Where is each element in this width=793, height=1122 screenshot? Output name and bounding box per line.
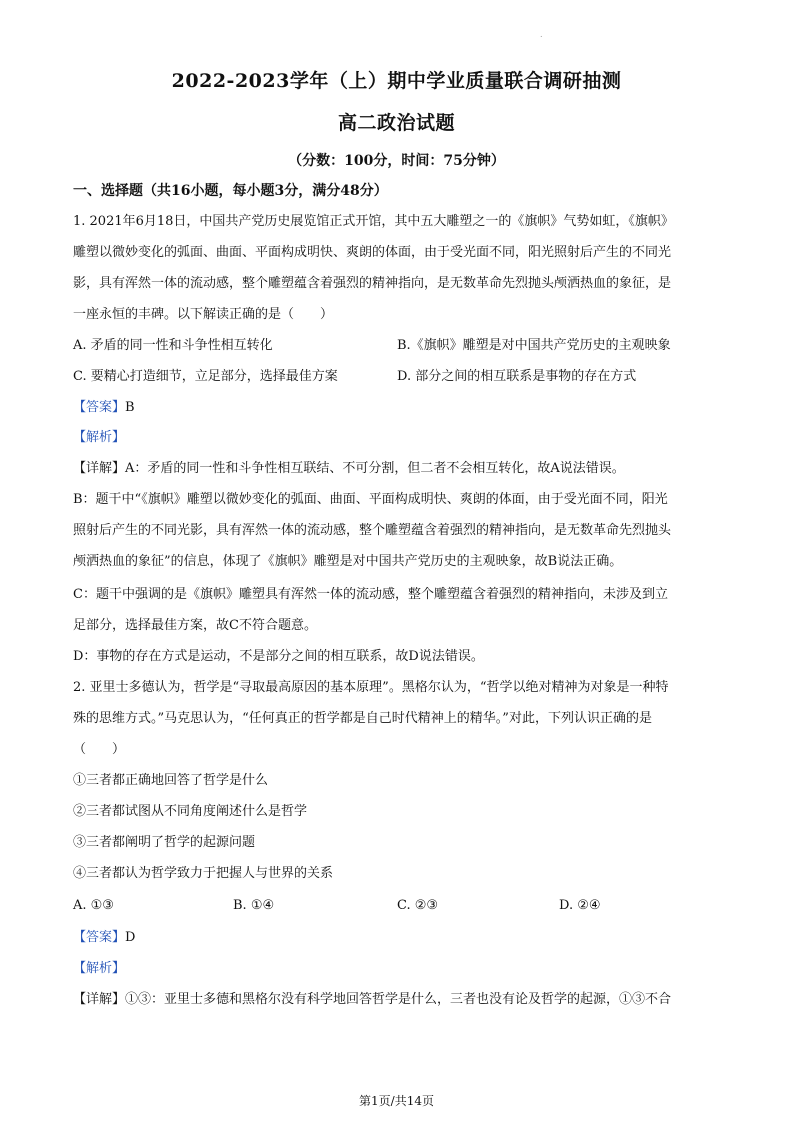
q1-detail-line: 颅洒热血的象征”的信息，体现了《旗帜》雕塑是对中国共产党历史的主观映象，故B说法正确。 — [73, 554, 623, 569]
q1-stem-line: 影，具有浑然一体的流动感，整个雕塑蕴含着强烈的精神指向，是无数革命先烈抛头颅洒热血的象征，是 — [73, 276, 672, 291]
q2-item: ④三者都认为哲学致力于把握人与世界的关系 — [73, 866, 334, 881]
score-time-info: （分数：100分，时间：75分钟） — [288, 153, 505, 169]
q2-analysis — [73, 960, 733, 978]
q1-detail-line: 足部分，选择最佳方案，故C不符合题意。 — [73, 618, 317, 633]
q2-option-d: D. ②④ — [559, 898, 601, 913]
q2-answer — [73, 929, 733, 947]
analysis-tag: 【解析】 — [73, 430, 126, 445]
q1-option-d: D. 部分之间的相互联系是事物的存在方式 — [397, 369, 637, 384]
section-heading: 一、选择题（共16小题，每小题3分，满分48分） — [73, 183, 388, 199]
q1-stem-line: 一座永恒的丰碑。以下解读正确的是（ ） — [73, 307, 334, 322]
q1-option-b: B.《旗帜》雕塑是对中国共产党历史的主观映象 — [397, 338, 671, 353]
exam-title: 2022-2023学年（上）期中学业质量联合调研抽测 — [171, 70, 622, 92]
detail-text: A：矛盾的同一性和斗争性相互联结、不可分割，但二者不会相互转化，故A说法错误。 — [125, 461, 625, 476]
q1-detail-line: B：题干中“《旗帜》雕塑以微妙变化的弧面、曲面、平面构成明快、爽朗的体面，由于受光面不同，阳光 — [73, 492, 668, 507]
q2-item: ②三者都试图从不同角度阐述什么是哲学 — [73, 804, 308, 819]
page-number: 第1页/共14页 — [359, 1094, 434, 1108]
q2-option-b: B. ①④ — [233, 898, 275, 913]
answer-value: B — [125, 400, 135, 415]
q1-detail-line — [73, 460, 733, 478]
exam-subject-title: 高二政治试题 — [337, 112, 455, 134]
q2-stem-line: （ ） — [73, 742, 126, 757]
detail-text: ①③：亚里士多德和黑格尔没有科学地回答哲学是什么，三者也没有论及哲学的起源，①③不合 — [125, 992, 672, 1007]
q1-option-a: A. 矛盾的同一性和斗争性相互转化 — [73, 338, 273, 353]
scan-dot: . — [540, 30, 543, 39]
q1-stem-line: 1. 2021年6月18日，中国共产党历史展览馆正式开馆，其中五大雕塑之一的《旗帜》气势如虹，《旗帜》 — [73, 214, 674, 229]
q2-option-c: C. ②③ — [397, 898, 439, 913]
detail-tag: 【详解】 — [73, 461, 126, 476]
q1-option-c: C. 要精心打造细节，立足部分，选择最佳方案 — [73, 369, 338, 384]
answer-value: D — [125, 930, 136, 945]
q1-answer — [73, 399, 733, 417]
q2-item: ①三者都正确地回答了哲学是什么 — [73, 773, 269, 788]
q1-detail-line: D：事物的存在方式是运动，不是部分之间的相互联系，故D说法错误。 — [73, 649, 484, 664]
q2-item: ③三者都阐明了哲学的起源问题 — [73, 835, 256, 850]
answer-tag: 【答案】 — [73, 930, 126, 945]
q2-stem-line: 2. 亚里士多德认为，哲学是“寻取最高原因的基本原理”。黑格尔认为，“哲学以绝对精神为对象是一种特 — [73, 680, 669, 695]
answer-tag: 【答案】 — [73, 400, 126, 415]
q2-stem-line: 殊的思维方式。”马克思认为，“任何真正的哲学都是自己时代精神上的精华。”对此，下列认识正确的是 — [73, 711, 652, 726]
q1-detail-line: C：题干中强调的是《旗帜》雕塑具有浑然一体的流动感，整个雕塑蕴含着强烈的精神指向，未涉及到立 — [73, 587, 668, 602]
q1-analysis — [73, 429, 733, 447]
q2-option-a: A. ①③ — [73, 898, 114, 913]
q1-detail-line: 照射后产生的不同光影，具有浑然一体的流动感，整个雕塑蕴含着强烈的精神指向，是无数革命先烈抛头 — [73, 523, 672, 538]
detail-tag: 【详解】 — [73, 992, 126, 1007]
analysis-tag: 【解析】 — [73, 961, 126, 976]
q1-stem-line: 雕塑以微妙变化的弧面、曲面、平面构成明快、爽朗的体面，由于受光面不同，阳光照射后产生的不同光 — [73, 245, 672, 260]
q2-detail-line — [73, 991, 733, 1009]
